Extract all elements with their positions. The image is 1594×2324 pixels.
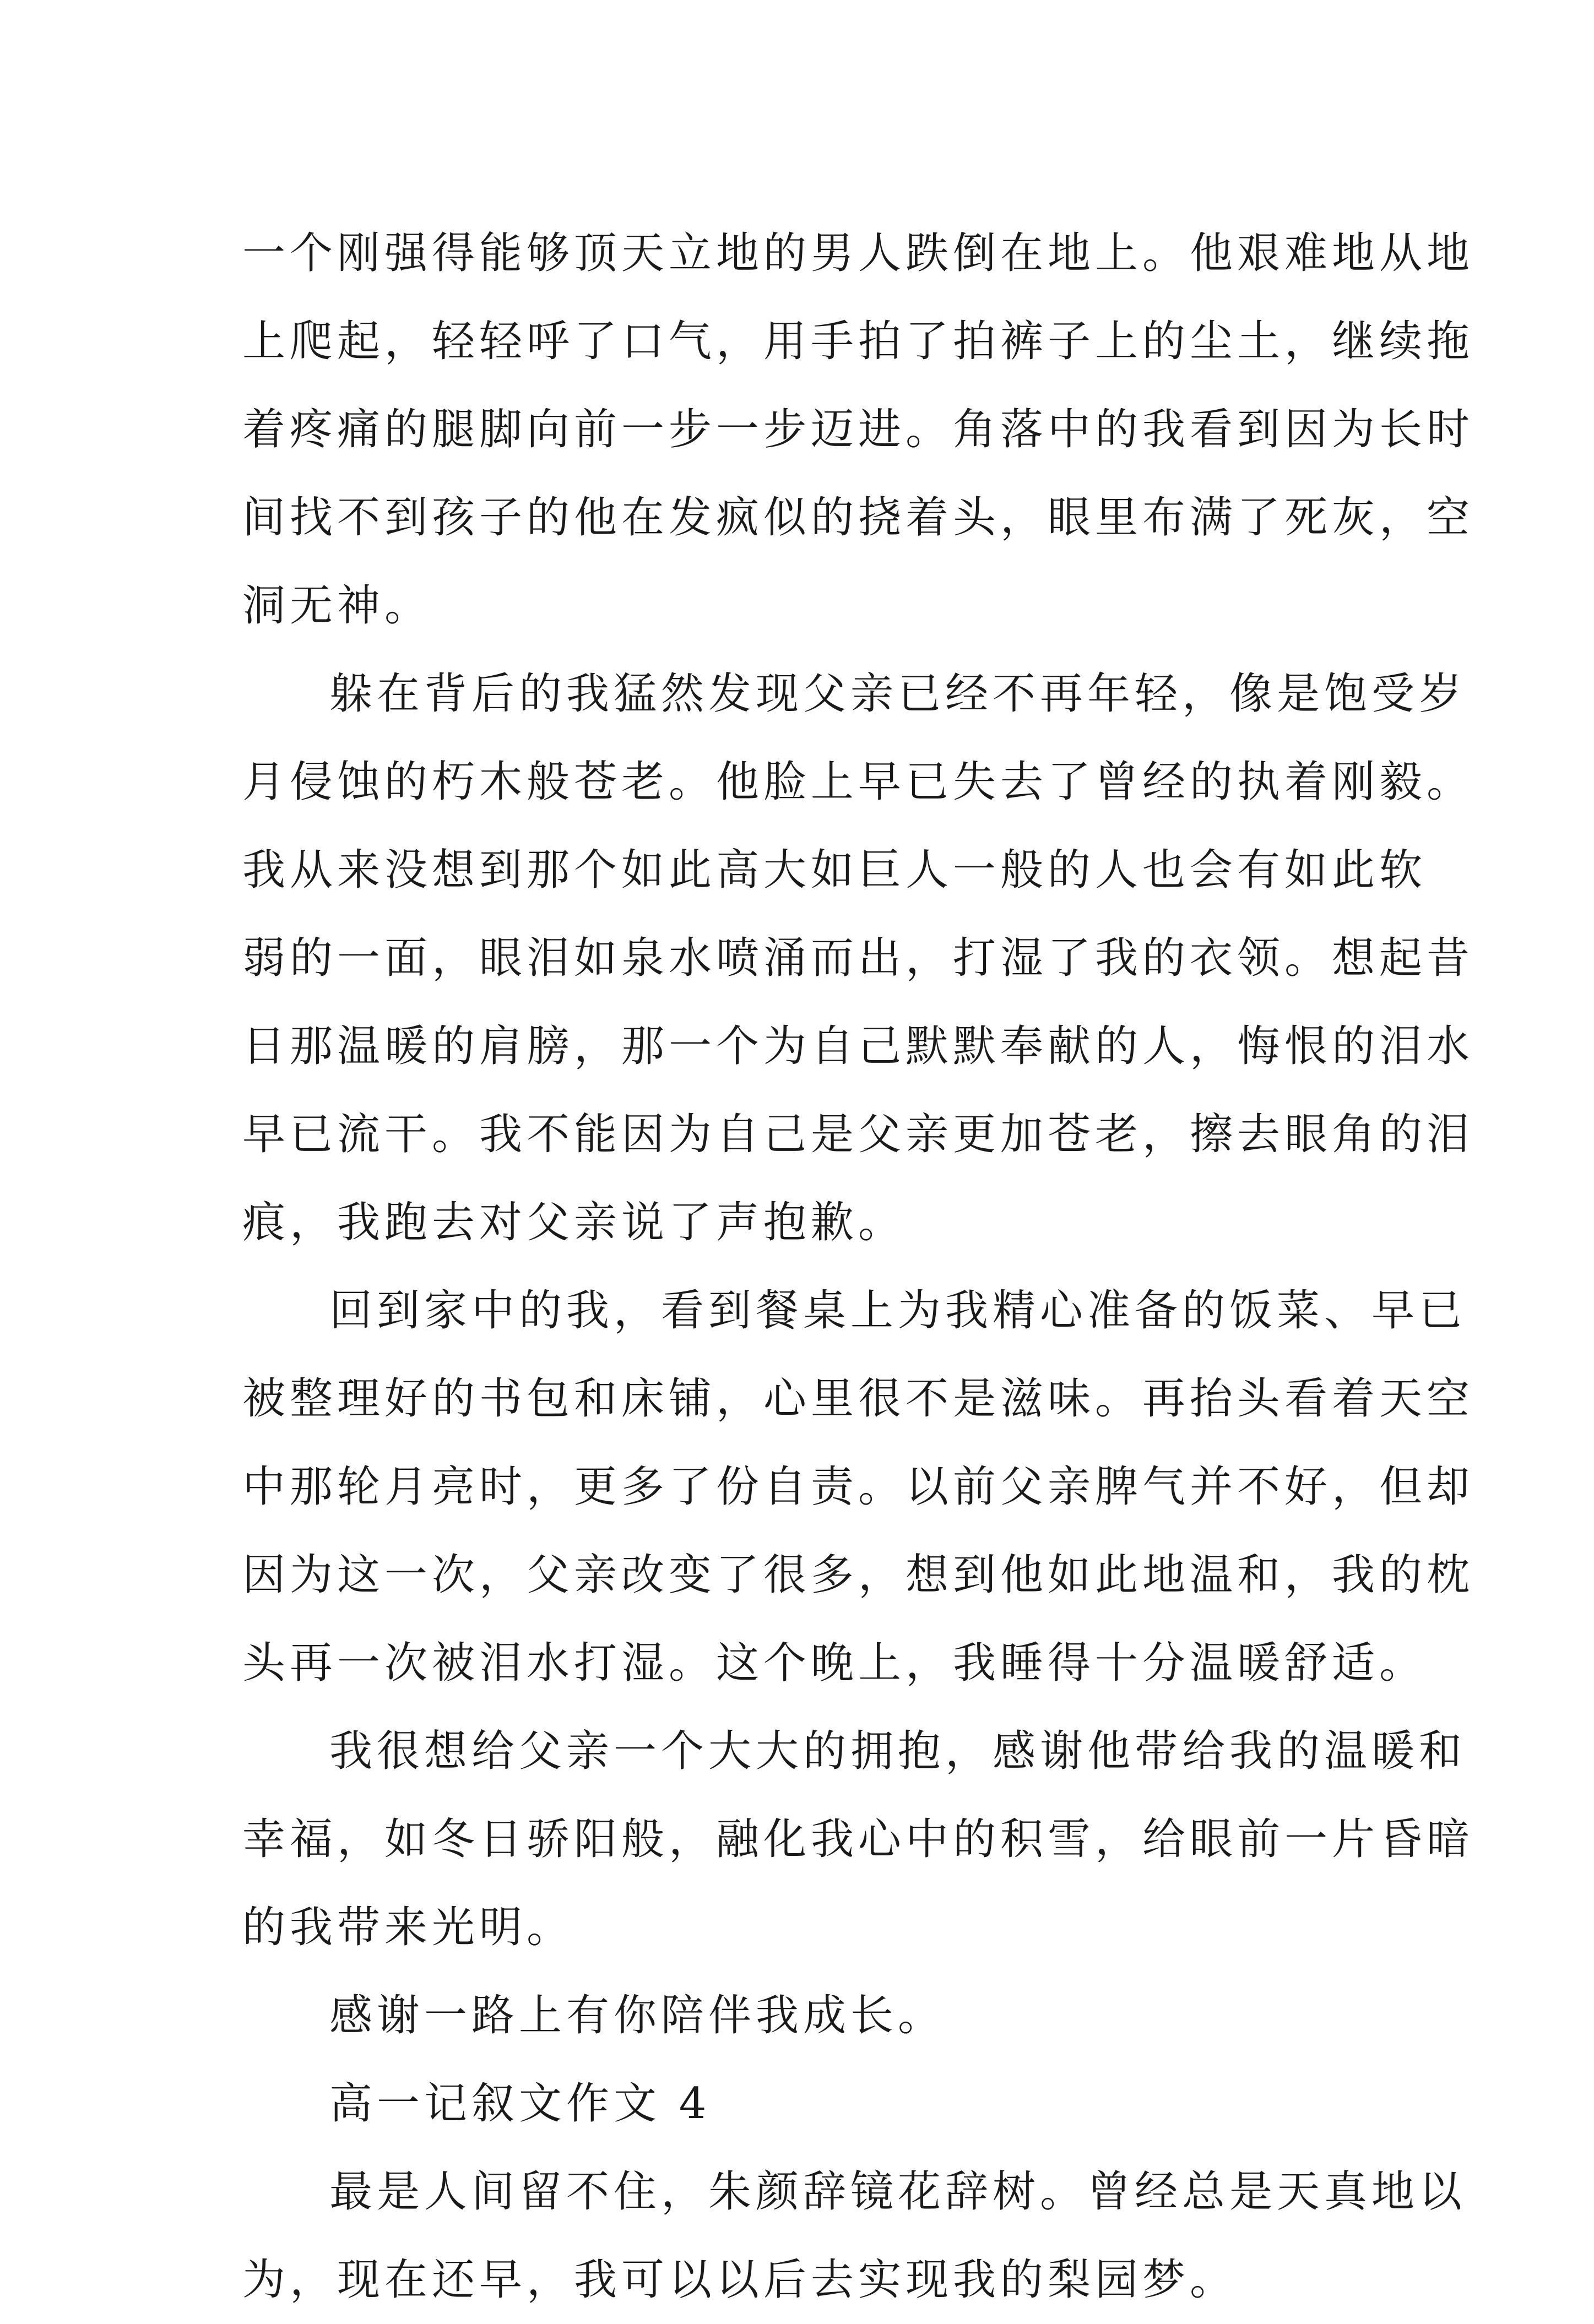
text-line: 月侵蚀的朽木般苍老。他脸上早已失去了曾经的执着刚毅。 [242, 757, 1474, 807]
text-line: 我从来没想到那个如此高大如巨人一般的人也会有如此软 [242, 845, 1427, 895]
paragraph [242, 1707, 1474, 1972]
text-line: 最是人间留不住，朱颜辞镜花辞树。曾经总是天真地以 [329, 2167, 1467, 2217]
text-line: 被整理好的书包和床铺，心里很不是滋味。再抬头看着天空 [242, 1374, 1474, 1424]
text-line: 日那温暖的肩膀，那一个为自己默默奉献的人，悔恨的泪水 [242, 1022, 1474, 1071]
text-line: 感谢一路上有你陪伴我成长。 [329, 1991, 946, 2040]
text-line: 上爬起，轻轻呼了口气，用手拍了拍裤子上的尘土，继续拖 [242, 317, 1474, 366]
text-line: 间找不到孩子的他在发疯似的挠着头，眼里布满了死灰，空 [242, 493, 1474, 542]
text-line: 因为这一次，父亲改变了很多，想到他如此地温和，我的枕 [242, 1550, 1474, 1600]
text-line: 躲在背后的我猛然发现父亲已经不再年轻，像是饱受岁 [329, 669, 1467, 719]
text-line: 着疼痛的腿脚向前一步一步迈进。角落中的我看到因为长时 [242, 405, 1474, 454]
text-line: 我很想给父亲一个大大的拥抱，感谢他带给我的温暖和 [329, 1726, 1467, 1776]
text-line: 痕，我跑去对父亲说了声抱歉。 [242, 1198, 906, 1247]
heading-line: 高一记叙文作文 4 [329, 2079, 711, 2128]
text-line: 洞无神。 [242, 581, 432, 631]
text-line: 的我带来光明。 [242, 1903, 574, 1952]
text-line: 为，现在还早，我可以以后去实现我的梨园梦。 [242, 2255, 1238, 2305]
paragraph [242, 209, 1474, 650]
text-line: 幸福，如冬日骄阳般，融化我心中的积雪，给眼前一片昏暗 [242, 1815, 1474, 1864]
text-line: 弱的一面，眼泪如泉水喷涌而出，打湿了我的衣领。想起昔 [242, 933, 1474, 983]
paragraph [242, 650, 1474, 1267]
text-line: 中那轮月亮时，更多了份自责。以前父亲脾气并不好，但却 [242, 1462, 1474, 1512]
document-page [242, 209, 1474, 2324]
text-line: 头再一次被泪水打湿。这个晚上，我睡得十分温暖舒适。 [242, 1638, 1427, 1688]
section-heading [242, 2060, 1388, 2148]
paragraph [242, 1972, 1388, 2060]
text-line: 一个刚强得能够顶天立地的男人跌倒在地上。他艰难地从地 [242, 229, 1474, 278]
text-line: 回到家中的我，看到餐桌上为我精心准备的饭菜、早已 [329, 1286, 1467, 1335]
paragraph [242, 1267, 1474, 1707]
paragraph [242, 2148, 1467, 2324]
text-line: 早已流干。我不能因为自己是父亲更加苍老，擦去眼角的泪 [242, 1110, 1474, 1159]
